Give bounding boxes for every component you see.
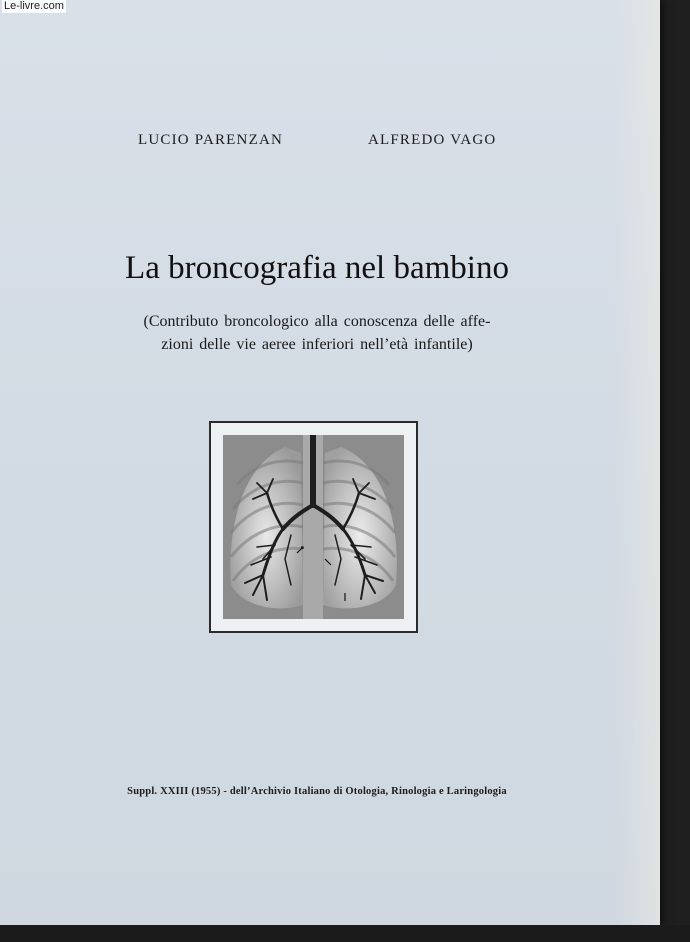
background-shadow [0, 925, 690, 942]
watermark-label: Le-livre.com [4, 0, 64, 12]
book-subtitle [0, 310, 634, 356]
book-title: La broncografia nel bambino [125, 250, 509, 286]
xray-figure [209, 421, 418, 633]
subtitle-line-2: zioni delle vie aeree inferiori nell’età infantile) [161, 336, 473, 353]
author-second: ALFREDO VAGO [368, 132, 497, 148]
publication-footer: Suppl. XXIII (1955) - dell’Archivio Italiano di Otologia, Rinologia e Laringologia [127, 786, 507, 797]
bronchography-xray-icon [223, 435, 404, 619]
author-first: LUCIO PARENZAN [138, 132, 284, 148]
subtitle-line-1: (Contributo broncologico alla conoscenza delle affe- [143, 313, 491, 330]
